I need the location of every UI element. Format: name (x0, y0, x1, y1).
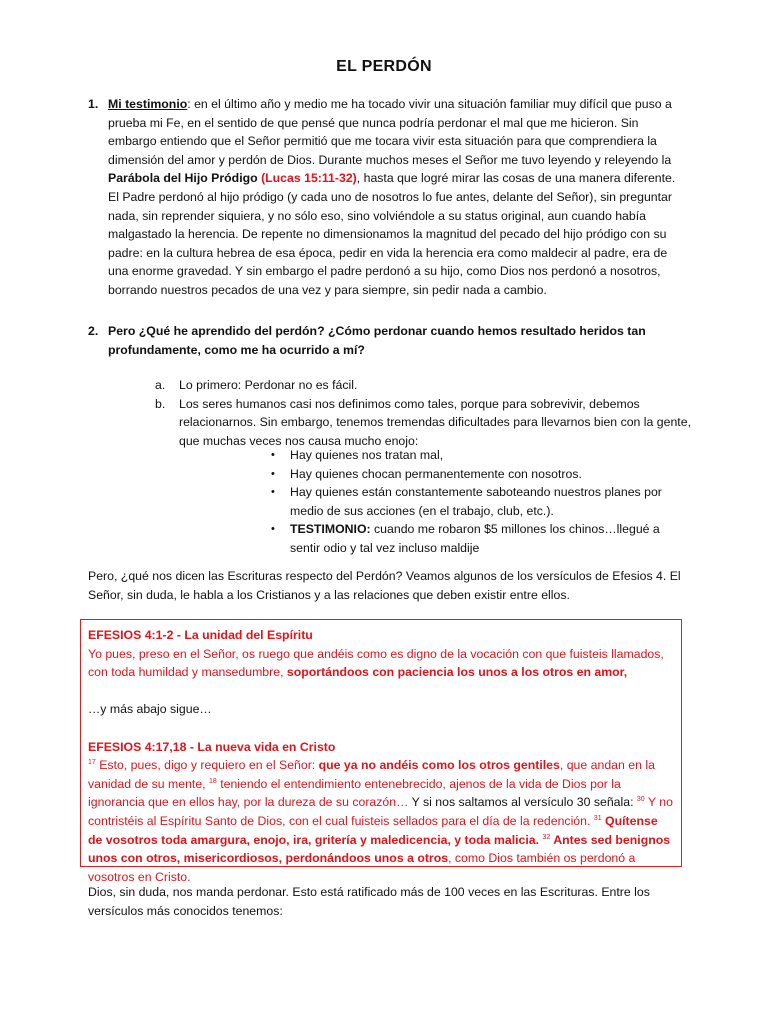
verse-number: 32 (542, 833, 551, 841)
section-2-number: 2. (88, 324, 99, 338)
scripture-text-bold: soportándoos con paciencia los unos a los otros en amor, (286, 665, 628, 680)
bullet-glyph: • (271, 449, 275, 461)
spacer (88, 682, 674, 701)
scripture-text-bold: Antes sed benignos unos con otros, misericordiosos, perdonándoos unos a otros (88, 832, 671, 866)
bullet-item (271, 465, 690, 484)
parable-name: Parábola del Hijo Pródigo (108, 171, 258, 186)
section-2-heading-block (88, 322, 688, 359)
section-1-rest: , hasta que logré mirar las cosas de una manera diferente. El Padre perdonó al hijo pródigo (y cada uno de nosotros lo fue antes, delante del Señor), sin preguntar nada, sin reprender siquiera, y no sólo eso, sino volviéndole a su status original, aun cuando había malgastado la herencia. De repente no dimensionamos la magnitud del pecado del hijo pródigo con su padre: en la cultura hebrea de esa época, pedir en vida la herencia era como maldecir al padre, era de una enorme gravedad. Y sin embargo el padre perdonó a su hijo, como Dios nos perdonó a nosotros, borrando nuestros pecados de una vez y para siempre, sin pedir nada a cambio. (108, 171, 676, 297)
bullet-item (271, 520, 690, 557)
scripture-text: , que andan en la vanidad de su mente, (88, 758, 655, 791)
scripture-ref-1-title: EFESIOS 4:1-2 - La unidad del Espíritu (88, 628, 313, 642)
list-item (155, 395, 695, 451)
section-1-intro: : en el último año y medio me ha tocado vivir una situación familiar muy difícil que puso a prueba mi Fe, en el sentido de que pensé que nunca podría perdonar el mal que me hicieron. Sin embargo entiendo que el Señor permitió que me tocara vivir esta situación para que comprendiera la dimensión del amor y perdón de Dios. Durante muchos meses el Señor me tuvo leyendo y releyendo la (108, 97, 672, 167)
page-title: EL PERDÓN (336, 58, 432, 75)
bullet-glyph: • (271, 523, 275, 536)
section-1 (88, 95, 688, 300)
bullet-glyph: • (271, 467, 275, 480)
spacer (88, 719, 674, 738)
bullet-text: Hay quienes están constantemente saboteando nuestros planes por medio de sus acciones (en el trabajo, club, etc.). (290, 485, 662, 518)
bullet-item (271, 446, 690, 465)
scripture-text: Y no contristéis al Espíritu Santo de Dios, con el cual fuisteis sellados para el día de la redención. (88, 795, 673, 828)
bullet-text: Hay quienes nos tratan mal, (290, 448, 444, 462)
list-item (155, 376, 695, 395)
bullet-glyph: • (271, 486, 275, 499)
list-item-text: Lo primero: Perdonar no es fácil. (179, 378, 358, 392)
list-item-label: b. (155, 396, 166, 411)
scripture-text: , como Dios también os perdonó a vosotros en Cristo. (88, 851, 636, 884)
list-item-label: a. (155, 378, 166, 392)
scripture-ref-2-title: EFESIOS 4:17,18 - La nueva vida en Cristo (88, 739, 336, 754)
bullet-list (271, 446, 690, 558)
scripture-box (80, 619, 682, 884)
scripture-text-bold: que ya no andéis como los otros gentiles (318, 758, 560, 773)
verse-number: 18 (209, 777, 217, 785)
scripture-text: Yo pues, preso en el Señor, os ruego que andéis como es digno de la vocación con que fuisteis llamados, con toda humildad y mansedumbre, (88, 646, 664, 680)
scripture-text: teniendo el entendimiento entenebrecido, ajenos de la vida de Dios por la ignorancia que en ellos hay, por la dureza de su corazón… (88, 776, 621, 810)
bullet-item (271, 483, 690, 520)
section-1-heading: Mi testimonio (108, 97, 188, 111)
scripture-text-bold: Quítense de vosotros toda amargura, enojo, ira, gritería y maledicencia, y toda malicia. (88, 813, 658, 847)
section-2-heading: Pero ¿Qué he aprendido del perdón? ¿Cómo perdonar cuando hemos resultado heridos tan profundamente, como me ha ocurrido a mí? (108, 324, 646, 357)
scripture-ref-2-text (88, 756, 674, 886)
section-1-number: 1. (88, 97, 99, 111)
section-2-sublist (155, 376, 695, 450)
verse-number: 30 (636, 796, 645, 804)
verse-number: 31 (593, 814, 602, 822)
testimony-label: TESTIMONIO: (290, 522, 371, 537)
scripture-ref-1-text (88, 645, 674, 682)
skip-note: Y si nos saltamos al versículo 30 señala: (408, 795, 637, 810)
testimony-text: cuando me robaron $5 millones los chinos…llegué a sentir odio y tal vez incluso maldije (290, 522, 660, 555)
intro-paragraph: Pero, ¿qué nos dicen las Escrituras respecto del Perdón? Veamos algunos de los versículos de Efesios 4. El Señor, sin duda, le habla a los Cristianos y a las relaciones que deben existir entre ellos. (88, 569, 681, 602)
bullet-text: Hay quienes chocan permanentemente con nosotros. (290, 466, 582, 481)
continue-note: …y más abajo sigue… (88, 702, 212, 717)
closing-paragraph: Dios, sin duda, nos manda perdonar. Esto está ratificado más de 100 veces en las Escrituras. Entre los versículos más conocidos tenemos: (88, 885, 650, 918)
scripture-text: Esto, pues, digo y requiero en el Señor: (95, 758, 319, 773)
parable-reference: (Lucas 15:11-32) (261, 171, 357, 186)
list-item-text: Los seres humanos casi nos definimos como tales, porque para sobrevivir, debemos relacionarnos. Sin embargo, tenemos tremendas dificultades para llevarnos bien con la gente, que muchas veces nos causa mucho enojo: (179, 396, 691, 448)
verse-number: 17 (88, 759, 96, 767)
